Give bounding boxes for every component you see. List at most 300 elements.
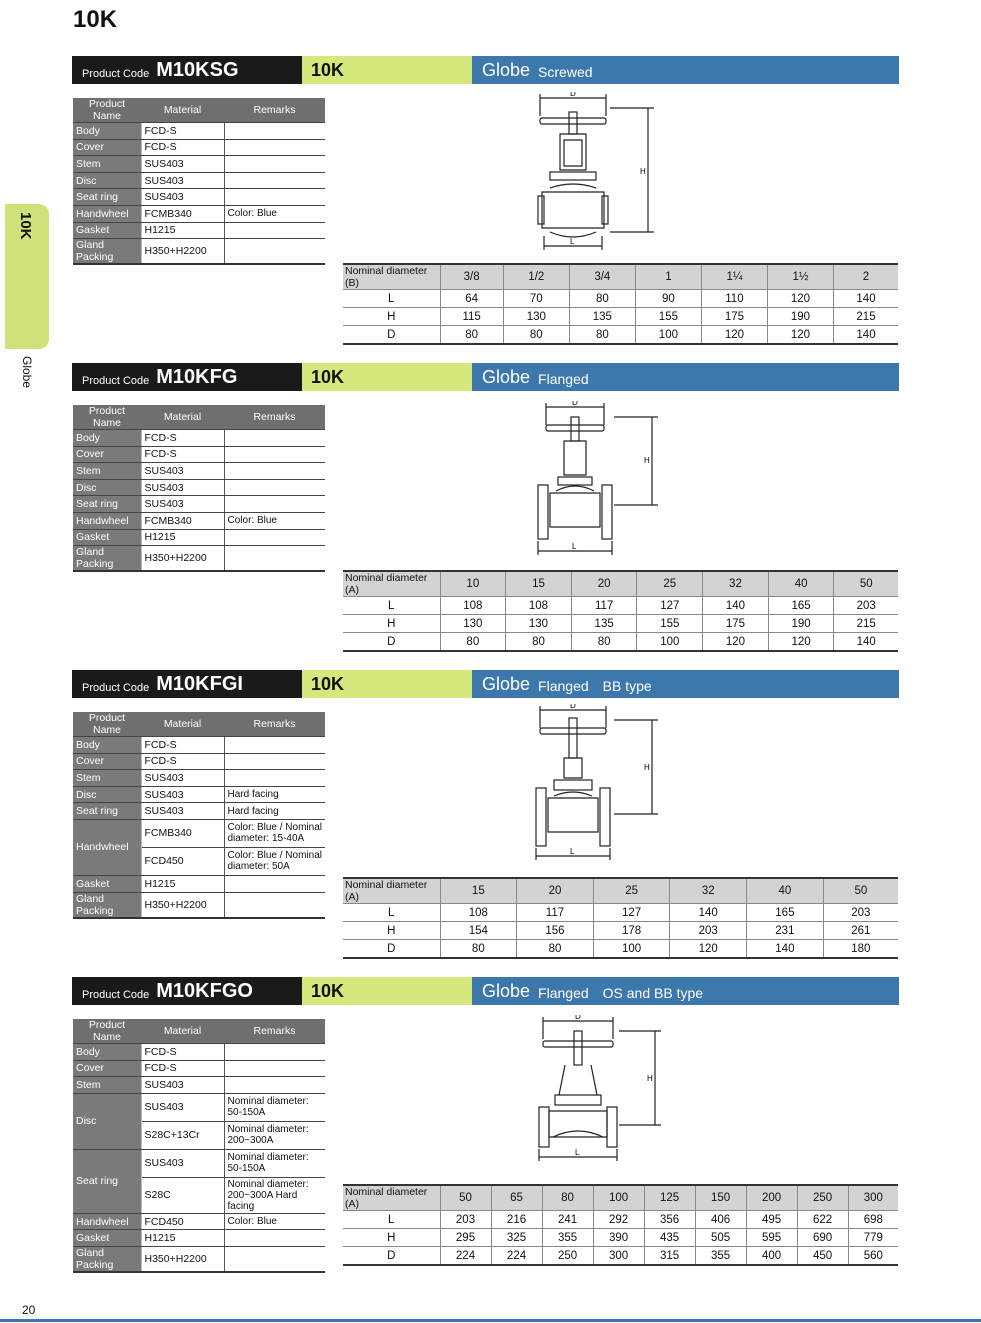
product-code: M10KFGO [156,980,253,1002]
valve-type-block [472,363,899,391]
part-name: Stem [73,156,141,173]
svg-text:D: D [570,704,576,710]
dim-cell: 216 [491,1211,542,1229]
table-row [73,189,325,206]
part-name: Stem [73,463,141,480]
part-material: SUS403 [141,786,224,803]
valve-type: Globe [482,981,531,1001]
dim-cell: 155 [637,615,703,633]
dim-cell: 130 [440,615,506,633]
table-row [73,463,325,480]
size-cell: 50 [440,1185,491,1211]
table-row [73,172,325,189]
product-code-block [72,56,302,84]
part-name: Cover [73,139,141,156]
part-name: Handwheel [73,819,141,875]
part-name: Gland Packing [73,1246,141,1272]
part-material: FCD-S [141,1044,224,1061]
part-name: Body [73,1044,141,1061]
materials-table [73,98,325,265]
column-header: Product Name [73,405,141,430]
product-code-label: Product Code [82,68,150,80]
dim-cell: 356 [644,1211,695,1229]
part-name: Stem [73,1077,141,1094]
part-remarks [224,1230,325,1247]
table-row [73,819,325,847]
dim-cell: 90 [635,290,701,308]
table-row [343,940,898,958]
dim-cell: 127 [637,597,703,615]
dim-cell: 135 [571,615,637,633]
row-label: H [343,1229,440,1247]
svg-text:H: H [640,167,646,176]
part-material: H350+H2200 [141,239,224,265]
size-cell: 25 [637,571,703,597]
part-remarks [224,239,325,265]
dim-cell: 120 [768,633,834,651]
product-section-m10kfgi [0,670,981,960]
valve-diagram-flanged [530,401,670,559]
dim-cell: 400 [746,1247,797,1265]
part-material: FCD450 [141,847,224,875]
dim-cell: 165 [747,904,824,922]
dim-cell: 203 [670,922,747,940]
part-name: Gland Packing [73,239,141,265]
valve-bonnet-type: BB type [602,678,652,694]
row-label: H [343,922,440,940]
dim-cell: 117 [571,597,637,615]
dim-cell: 80 [440,633,506,651]
dim-cell: 203 [440,1211,491,1229]
dim-cell: 224 [440,1247,491,1265]
dim-cell: 64 [440,290,503,308]
dim-cell: 690 [797,1229,848,1247]
dim-cell: 355 [542,1229,593,1247]
part-material: SUS403 [141,156,224,173]
part-material: SUS403 [141,1149,224,1177]
table-row [343,1185,898,1211]
part-name: Gland Packing [73,546,141,572]
dim-cell: 390 [593,1229,644,1247]
dimensions-table [343,263,898,345]
part-material: S28C+13Cr [141,1121,224,1149]
part-name: Disc [73,172,141,189]
table-row [73,1093,325,1121]
part-material: SUS403 [141,172,224,189]
side-category-label: Globe [20,356,34,389]
dimensions-table [343,570,898,652]
dim-cell: 80 [517,940,594,958]
dim-cell: 120 [703,633,769,651]
part-remarks [224,139,325,156]
part-remarks [224,1246,325,1272]
dim-cell: 127 [593,904,670,922]
table-row [73,239,325,265]
product-section-m10ksg [0,56,981,346]
table-row [343,1229,898,1247]
materials-table [73,405,325,572]
table-row [343,308,898,326]
column-header: Material [141,98,224,123]
dim-cell: 120 [767,290,833,308]
table-row [73,139,325,156]
part-name: Seat ring [73,803,141,820]
product-header [72,977,899,1005]
dim-cell: 231 [747,922,824,940]
dim-cell: 175 [701,308,767,326]
page-number: 20 [22,1303,36,1317]
part-remarks: Hard facing [224,803,325,820]
part-name: Body [73,737,141,754]
dim-cell: 80 [571,633,637,651]
svg-text:H: H [644,763,650,772]
dimension-header: Nominal diameter (A) [343,878,440,904]
dim-cell: 100 [635,326,701,344]
part-name: Handwheel [73,512,141,529]
dim-cell: 215 [834,308,898,326]
size-cell: 15 [440,878,517,904]
table-row [73,803,325,820]
table-row [73,156,325,173]
part-remarks: Color: Blue [224,205,325,222]
pressure-rating: 10K [302,56,472,84]
valve-connection: Flanged [538,678,589,694]
size-cell: 1 [635,264,701,290]
row-label: L [343,290,440,308]
part-material: H350+H2200 [141,892,224,918]
table-row [343,264,898,290]
product-header [72,56,899,84]
dim-cell: 108 [506,597,572,615]
column-header: Remarks [224,712,325,737]
dim-cell: 261 [823,922,898,940]
table-row [73,1213,325,1230]
part-remarks [224,496,325,513]
part-material: S28C [141,1177,224,1213]
part-material: SUS403 [141,463,224,480]
part-remarks [224,156,325,173]
table-row [343,1211,898,1229]
svg-text:D: D [575,1015,581,1021]
column-header: Material [141,405,224,430]
table-row [73,753,325,770]
part-remarks [224,529,325,546]
column-header: Material [141,1019,224,1044]
dim-cell: 110 [701,290,767,308]
part-material: FCD-S [141,737,224,754]
table-row [73,446,325,463]
size-cell: 125 [644,1185,695,1211]
part-name: Cover [73,1060,141,1077]
part-material: SUS403 [141,496,224,513]
table-row [73,123,325,140]
table-row [343,597,898,615]
valve-type-block [472,56,899,84]
table-row [343,904,898,922]
pressure-rating: 10K [302,363,472,391]
pressure-rating: 10K [302,977,472,1005]
part-material: FCMB340 [141,819,224,847]
table-row [73,892,325,918]
dimensions-table [343,1184,898,1266]
dim-cell: 495 [746,1211,797,1229]
size-cell: 20 [517,878,594,904]
part-remarks [224,892,325,918]
dimension-header: Nominal diameter (A) [343,1185,440,1211]
size-cell: 1/2 [503,264,569,290]
part-material: FCD-S [141,430,224,447]
dim-cell: 241 [542,1211,593,1229]
dim-cell: 505 [695,1229,746,1247]
dim-cell: 292 [593,1211,644,1229]
part-name: Seat ring [73,496,141,513]
table-row [343,878,898,904]
valve-diagram-bb-type [530,704,670,866]
table-row [343,571,898,597]
table-row [343,290,898,308]
dim-cell: 140 [834,326,898,344]
part-material: FCD-S [141,1060,224,1077]
part-name: Cover [73,753,141,770]
size-cell: 80 [542,1185,593,1211]
column-header: Product Name [73,1019,141,1044]
size-cell: 50 [823,878,898,904]
part-remarks [224,1044,325,1061]
table-row [343,922,898,940]
dimension-header: Nominal diameter (B) [343,264,440,290]
dim-cell: 140 [703,597,769,615]
dim-cell: 80 [440,326,503,344]
product-code-block [72,363,302,391]
dim-cell: 156 [517,922,594,940]
size-cell: 10 [440,571,506,597]
product-code-label: Product Code [82,989,150,1001]
svg-text:D: D [572,401,578,407]
part-remarks [224,463,325,480]
dim-cell: 130 [506,615,572,633]
table-row [73,1230,325,1247]
dim-cell: 178 [593,922,670,940]
dim-cell: 140 [834,633,898,651]
part-remarks [224,546,325,572]
product-code: M10KSG [156,59,239,81]
table-row [73,737,325,754]
product-code-block [72,977,302,1005]
row-label: D [343,326,440,344]
row-label: L [343,597,440,615]
dim-cell: 203 [834,597,898,615]
part-name: Body [73,430,141,447]
row-label: D [343,633,440,651]
size-cell: 1¼ [701,264,767,290]
dim-cell: 180 [823,940,898,958]
dim-cell: 250 [542,1247,593,1265]
valve-connection: Screwed [538,64,593,80]
size-cell: 3/8 [440,264,503,290]
part-material: FCD450 [141,1213,224,1230]
page-title: 10K [73,6,118,33]
row-label: D [343,1247,440,1265]
svg-text:H: H [644,456,650,465]
table-row [343,633,898,651]
dim-cell: 80 [569,290,635,308]
size-cell: 150 [695,1185,746,1211]
size-cell: 250 [797,1185,848,1211]
dim-cell: 295 [440,1229,491,1247]
svg-text:L: L [570,847,575,856]
size-cell: 40 [747,878,824,904]
part-remarks [224,737,325,754]
table-row [73,479,325,496]
part-name: Seat ring [73,1149,141,1213]
valve-type: Globe [482,60,531,80]
column-header: Material [141,712,224,737]
part-name: Stem [73,770,141,787]
part-remarks [224,479,325,496]
product-code-label: Product Code [82,375,150,387]
valve-diagram-os-bb-type [535,1015,675,1173]
table-row [73,546,325,572]
size-cell: 65 [491,1185,542,1211]
column-header: Remarks [224,98,325,123]
table-row [343,615,898,633]
part-remarks: Nominal diameter: 50-150A [224,1093,325,1121]
dim-cell: 175 [703,615,769,633]
part-name: Disc [73,786,141,803]
dim-cell: 154 [440,922,517,940]
dim-cell: 450 [797,1247,848,1265]
dim-cell: 80 [503,326,569,344]
part-material: H1215 [141,1230,224,1247]
dim-cell: 120 [767,326,833,344]
table-row [73,222,325,239]
dim-cell: 698 [848,1211,898,1229]
dim-cell: 140 [670,904,747,922]
size-cell: 15 [506,571,572,597]
dim-cell: 215 [834,615,898,633]
size-cell: 1½ [767,264,833,290]
valve-type-block [472,670,899,698]
part-remarks: Color: Blue [224,1213,325,1230]
part-name: Disc [73,479,141,496]
part-remarks [224,430,325,447]
part-material: H350+H2200 [141,1246,224,1272]
part-remarks [224,1077,325,1094]
size-cell: 40 [768,571,834,597]
product-section-m10kfg [0,363,981,653]
valve-connection: Flanged [538,985,589,1001]
part-name: Handwheel [73,205,141,222]
part-material: FCMB340 [141,205,224,222]
table-row [73,1077,325,1094]
table-row [73,786,325,803]
svg-text:L: L [570,237,575,246]
part-material: SUS403 [141,803,224,820]
table-row [343,1247,898,1265]
column-header: Remarks [224,405,325,430]
table-row [73,205,325,222]
part-remarks [224,189,325,206]
footer-rule [0,1319,981,1322]
dimension-header: Nominal diameter (A) [343,571,440,597]
dim-cell: 779 [848,1229,898,1247]
part-remarks [224,770,325,787]
part-material: H350+H2200 [141,546,224,572]
valve-type: Globe [482,674,531,694]
part-material: SUS403 [141,770,224,787]
row-label: L [343,1211,440,1229]
part-name: Gasket [73,222,141,239]
part-material: FCMB340 [141,512,224,529]
part-remarks: Color: Blue [224,512,325,529]
part-remarks: Nominal diameter: 200~300A [224,1121,325,1149]
product-code-block [72,670,302,698]
valve-type: Globe [482,367,531,387]
size-cell: 3/4 [569,264,635,290]
dim-cell: 120 [670,940,747,958]
valve-connection: Flanged [538,371,589,387]
part-material: FCD-S [141,753,224,770]
size-cell: 32 [703,571,769,597]
part-material: H1215 [141,529,224,546]
svg-text:H: H [647,1074,653,1083]
part-material: H1215 [141,222,224,239]
part-remarks [224,172,325,189]
size-cell: 25 [593,878,670,904]
part-name: Gland Packing [73,892,141,918]
part-name: Gasket [73,1230,141,1247]
part-material: FCD-S [141,123,224,140]
dim-cell: 435 [644,1229,695,1247]
dim-cell: 224 [491,1247,542,1265]
size-cell: 2 [834,264,898,290]
dim-cell: 70 [503,290,569,308]
size-cell: 20 [571,571,637,597]
table-row [73,1246,325,1272]
valve-bonnet-type: OS and BB type [602,985,704,1001]
part-remarks [224,753,325,770]
part-material: FCD-S [141,446,224,463]
dim-cell: 190 [768,615,834,633]
part-name: Body [73,123,141,140]
part-remarks: Nominal diameter: 50-150A [224,1149,325,1177]
size-cell: 50 [834,571,898,597]
dim-cell: 80 [569,326,635,344]
svg-text:L: L [575,1148,580,1157]
dim-cell: 355 [695,1247,746,1265]
row-label: H [343,615,440,633]
product-code-label: Product Code [82,682,150,694]
dim-cell: 135 [569,308,635,326]
part-name: Gasket [73,529,141,546]
valve-type-block [472,977,899,1005]
product-header [72,670,899,698]
column-header: Product Name [73,712,141,737]
row-label: L [343,904,440,922]
dim-cell: 117 [517,904,594,922]
part-name: Seat ring [73,189,141,206]
row-label: D [343,940,440,958]
part-name: Cover [73,446,141,463]
product-header [72,363,899,391]
dim-cell: 130 [503,308,569,326]
table-row [73,1044,325,1061]
part-material: SUS403 [141,479,224,496]
product-section-m10kfgo [0,977,981,1271]
dim-cell: 100 [637,633,703,651]
dim-cell: 80 [440,940,517,958]
dim-cell: 406 [695,1211,746,1229]
